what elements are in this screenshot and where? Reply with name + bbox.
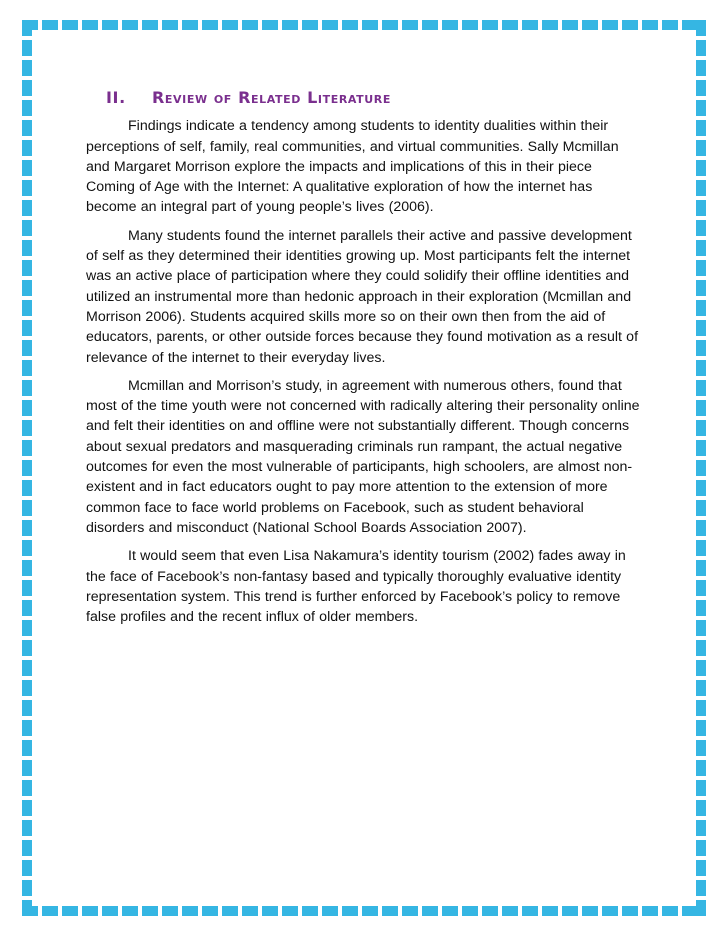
paragraph-3: Mcmillan and Morrison’s study, in agreement with numerous others, found that most of the time youth were not concerned with radically altering their personality online and felt their identities on and offline were not substantially different. Though concerns about sexual predators and masquerading criminals run rampant, the actual negative outcomes for even the most vulnerable of participants, high schoolers, are almost non-existent and in fact educators ought to pay more attention to the extension of more common face to face world problems on Facebook, such as student behavioral disorders and misconduct (National School Boards Association 2007).: [86, 377, 640, 536]
page-border-bottom: [22, 906, 706, 916]
section-heading: [86, 88, 642, 108]
section-number: II.: [106, 88, 126, 107]
paragraph-2: Many students found the internet parallels their active and passive development of self as they determined their identities growing up. Most participants felt the internet was an active place of participation where they could solidify their offline identities and utilized an instrumental more than hedonic approach in their exploration (Mcmillan and Morrison 2006). Students acquired skills more so on their own then from the aid of educators, parents, or other outside forces because they found motivation as a result of relevance of the internet to their everyday lives.: [86, 227, 639, 366]
paragraph-4: It would seem that even Lisa Nakamura’s identity tourism (2002) fades away in the face of Facebook’s non-fantasy based and typically thoroughly evaluative identity representation system. This trend is further enforced by Facebook’s policy to remove false profiles and the recent influx of older members.: [86, 548, 626, 626]
document-body: [86, 88, 642, 635]
page-border-top: [22, 20, 706, 30]
section-title: Review of Related Literature: [152, 88, 391, 107]
page-border-right: [696, 20, 706, 916]
paragraph-1: Findings indicate a tendency among students to identity dualities within their perceptions of self, family, real communities, and virtual communities. Sally Mcmillan and Margaret Morrison explore the impacts and implications of this in their piece Coming of Age with the Internet: A qualitative exploration of how the internet has become an integral part of young people’s lives (2006).: [86, 118, 619, 216]
page-border-left: [22, 20, 32, 916]
